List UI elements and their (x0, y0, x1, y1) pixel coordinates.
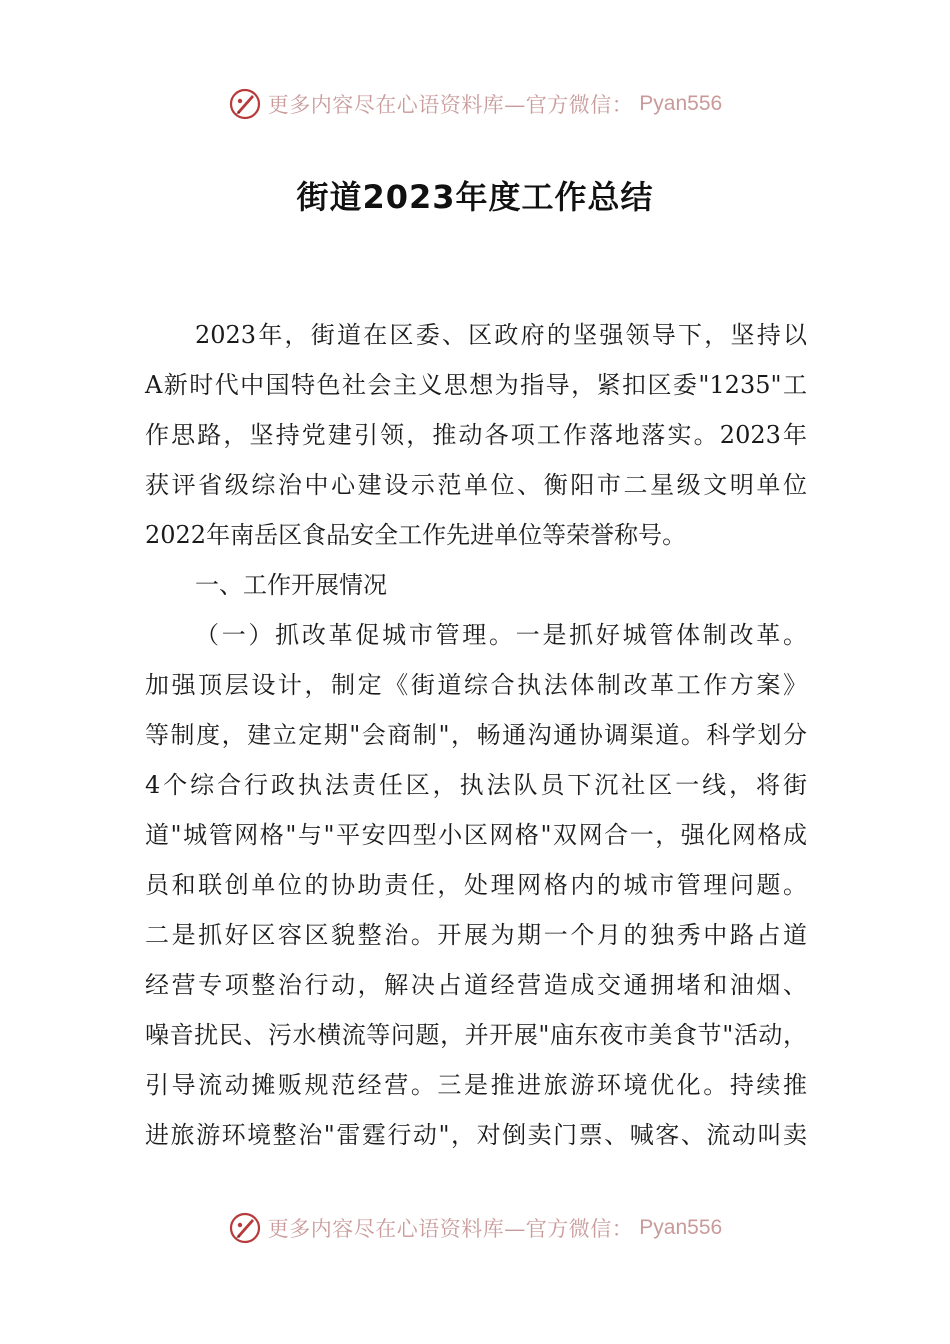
body-line: 获评省级综治中心建设示范单位、衡阳市二星级文明单位 (145, 471, 807, 499)
body-line: 引导流动摊贩规范经营。三是推进旅游环境优化。持续推 (145, 1071, 807, 1099)
body-line: 经营专项整治行动，解决占道经营造成交通拥堵和油烟、 (145, 971, 807, 999)
body-line: 噪音扰民、污水横流等问题，并开展"庙东夜市美食节"活动， (145, 1021, 807, 1049)
watermark-text: 更多内容尽在心语资料库—官方微信： (267, 1217, 634, 1241)
body-line: A新时代中国特色社会主义思想为指导，紧扣区委"1235"工 (145, 371, 807, 399)
body-line: 4个综合行政执法责任区，执法队员下沉社区一线，将街 (145, 771, 807, 799)
body-line: 等制度，建立定期"会商制"，畅通沟通协调渠道。科学划分 (145, 721, 807, 749)
body-line: 2023年，街道在区委、区政府的坚强领导下，坚持以 (195, 321, 807, 349)
body-line: 员和联创单位的协助责任，处理网格内的城市管理问题。 (145, 871, 807, 899)
body-line: 2022年南岳区食品安全工作先进单位等荣誉称号。 (145, 521, 687, 549)
body-line: 二是抓好区容区貌整治。开展为期一个月的独秀中路占道 (145, 921, 807, 949)
quill-logo-icon (228, 87, 262, 121)
section-heading: 一、工作开展情况 (195, 571, 387, 599)
watermark-text: 更多内容尽在心语资料库—官方微信： (267, 93, 634, 117)
quill-logo-icon (228, 1211, 262, 1245)
body-line: （一）抓改革促城市管理。一是抓好城管体制改革。 (195, 621, 807, 649)
body-line: 加强顶层设计，制定《街道综合执法体制改革工作方案》 (145, 671, 807, 699)
watermark-wechat-id: Pyan556 (639, 1216, 723, 1239)
document-title: 街道2023年度工作总结 (296, 178, 654, 216)
body-line: 作思路，坚持党建引领，推动各项工作落地落实。2023年 (145, 421, 807, 449)
watermark-wechat-id: Pyan556 (639, 92, 723, 115)
body-line: 进旅游环境整治"雷霆行动"，对倒卖门票、喊客、流动叫卖 (145, 1121, 807, 1149)
document-body (145, 310, 807, 1160)
header-watermark (0, 84, 950, 124)
footer-watermark (0, 1208, 950, 1248)
body-line: 道"城管网格"与"平安四型小区网格"双网合一，强化网格成 (145, 821, 807, 849)
